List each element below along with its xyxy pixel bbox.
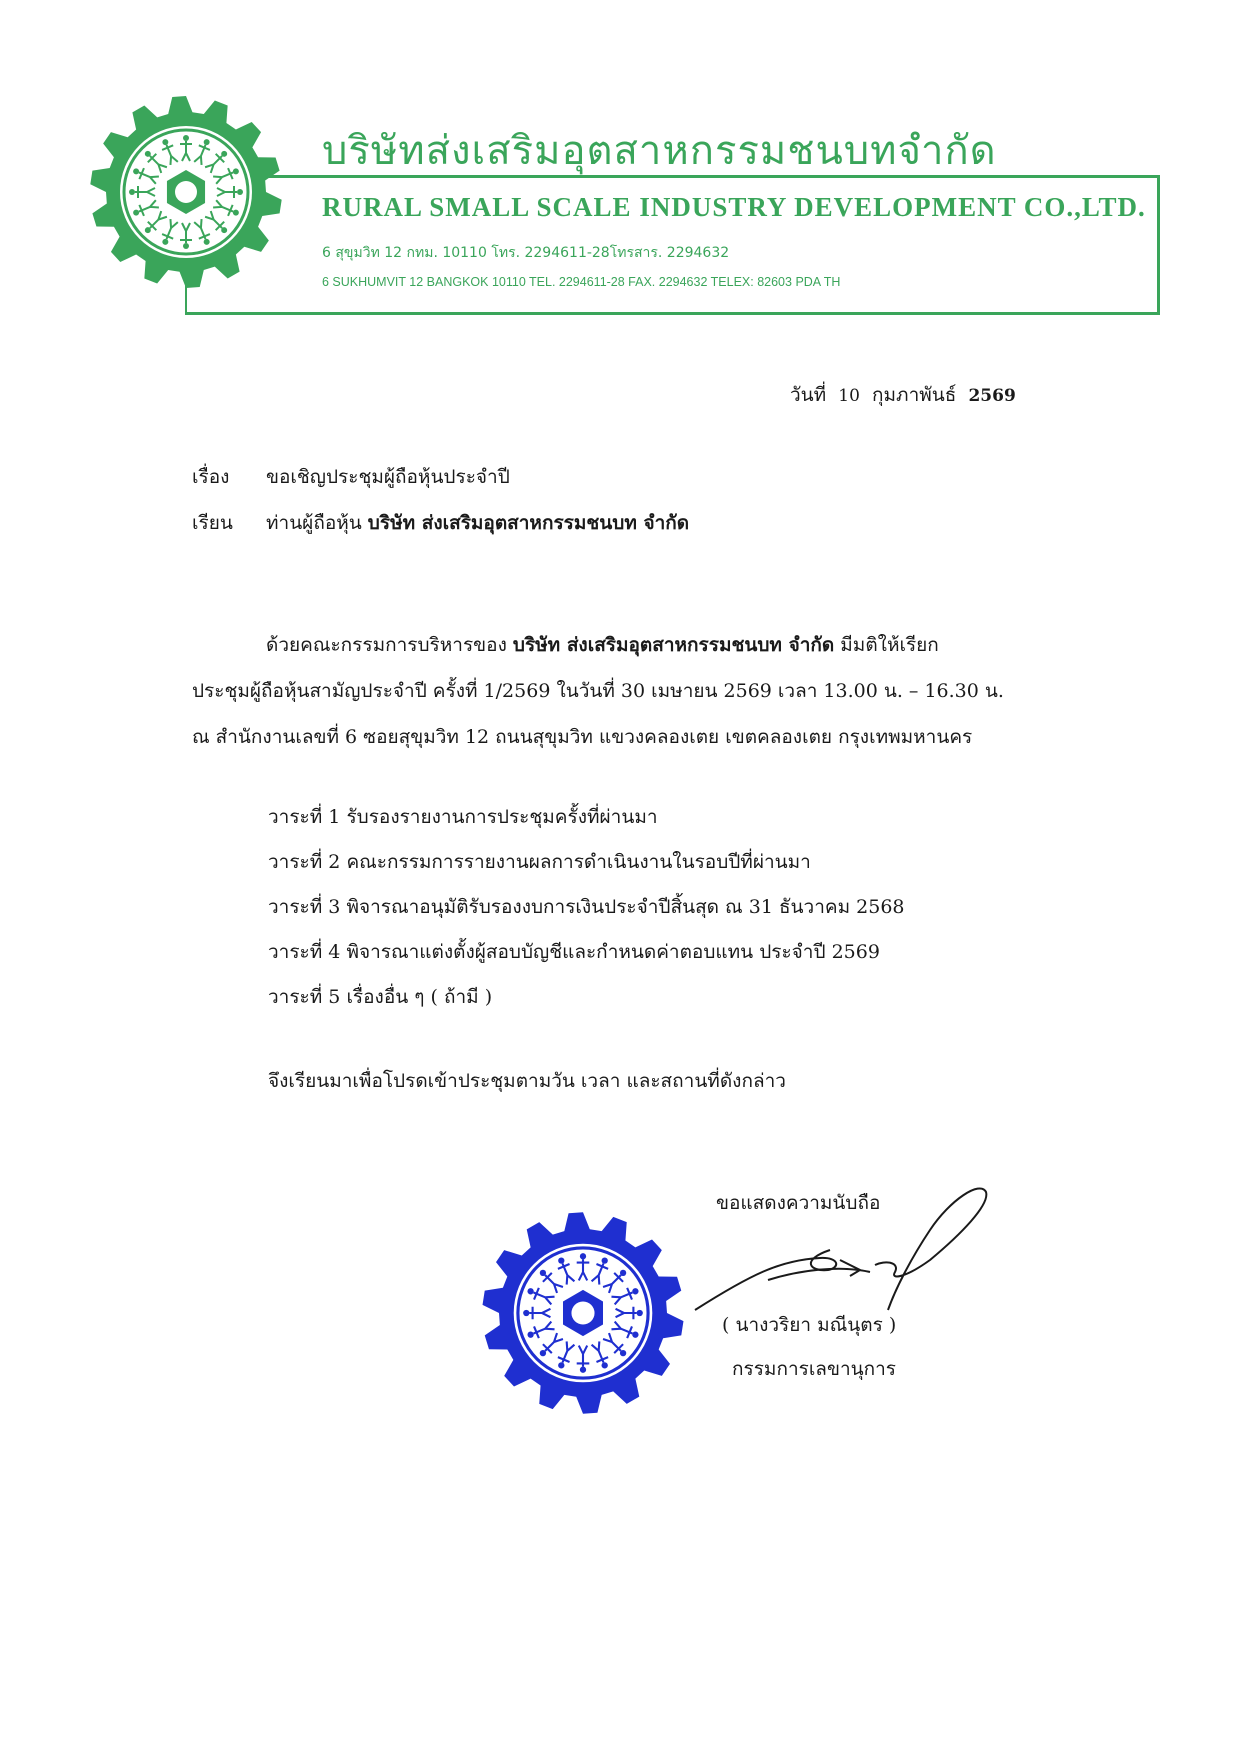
signatory-name: ( นางวริยา มณีนุตร ) <box>722 1314 897 1336</box>
regards-text: ขอแสดงความนับถือ <box>716 1192 881 1214</box>
body-line-1-a: ด้วยคณะกรรมการบริหารของ <box>266 634 507 656</box>
body-line-3: ณ สำนักงานเลขที่ 6 ซอยสุขุมวิท 12 ถนนสุขุมวิท แขวงคลองเตย เขตคลองเตย กรุงเทพมหานคร <box>192 726 973 748</box>
date-month: กุมภาพันธ์ <box>872 384 957 406</box>
body-line-1-company: บริษัท ส่งเสริมอุตสาหกรรมชนบท จำกัด <box>512 634 835 656</box>
body-line-1 <box>266 630 939 660</box>
recipient-plain: ท่านผู้ถือหุ้น <box>266 512 362 534</box>
date-prefix: วันที่ <box>790 384 827 406</box>
company-address-english: 6 SUKHUMVIT 12 BANGKOK 10110 TEL. 2294611-28 FAX. 2294632 TELEX: 82603 PDA TH <box>322 275 841 289</box>
recipient-company: บริษัท ส่งเสริมอุตสาหกรรมชนบท จำกัด <box>367 512 690 534</box>
agenda-item-4: วาระที่ 4 พิจารณาแต่งตั้งผู้สอบบัญชีและกำหนดค่าตอบแทน ประจำปี 2569 <box>268 941 880 963</box>
date-year: 2569 <box>968 386 1016 406</box>
company-address-thai: 6 สุขุมวิท 12 กทม. 10110 โทร. 2294611-28โทรสาร. 2294632 <box>322 245 730 261</box>
signatory-title: กรรมการเลขานุการ <box>732 1358 896 1380</box>
body-line-1-b: มีมติให้เรียก <box>840 634 939 656</box>
company-name-thai: บริษัทส่งเสริมอุตสาหกรรมชนบทจำกัด <box>322 128 997 174</box>
company-seal-icon <box>478 1208 688 1418</box>
recipient-label: เรียน <box>192 512 233 534</box>
handwritten-signature-icon <box>690 1180 1010 1320</box>
agenda-item-2: วาระที่ 2 คณะกรรมการรายงานผลการดำเนินงานในรอบปีที่ผ่านมา <box>268 851 811 873</box>
letter-date <box>790 380 1016 410</box>
closing-sentence: จึงเรียนมาเพื่อโปรดเข้าประชุมตามวัน เวลา และสถานที่ดังกล่าว <box>268 1070 786 1092</box>
recipient-text <box>266 508 689 538</box>
agenda-item-1: วาระที่ 1 รับรองรายงานการประชุมครั้งที่ผ่านมา <box>268 806 658 828</box>
subject-label: เรื่อง <box>192 466 230 488</box>
gear-people-logo-icon <box>86 92 286 292</box>
subject-text: ขอเชิญประชุมผู้ถือหุ้นประจำปี <box>266 466 510 488</box>
company-name-english: RURAL SMALL SCALE INDUSTRY DEVELOPMENT CO.,LTD. <box>322 192 1146 222</box>
agenda-item-5: วาระที่ 5 เรื่องอื่น ๆ ( ถ้ามี ) <box>268 986 493 1008</box>
agenda-item-3: วาระที่ 3 พิจารณาอนุมัติรับรองงบการเงินประจำปีสิ้นสุด ณ 31 ธันวาคม 2568 <box>268 896 905 918</box>
body-line-2: ประชุมผู้ถือหุ้นสามัญประจำปี ครั้งที่ 1/2569 ในวันที่ 30 เมษายน 2569 เวลา 13.00 น. – 16.30 น. <box>192 680 1004 702</box>
date-day: 10 <box>838 386 860 406</box>
